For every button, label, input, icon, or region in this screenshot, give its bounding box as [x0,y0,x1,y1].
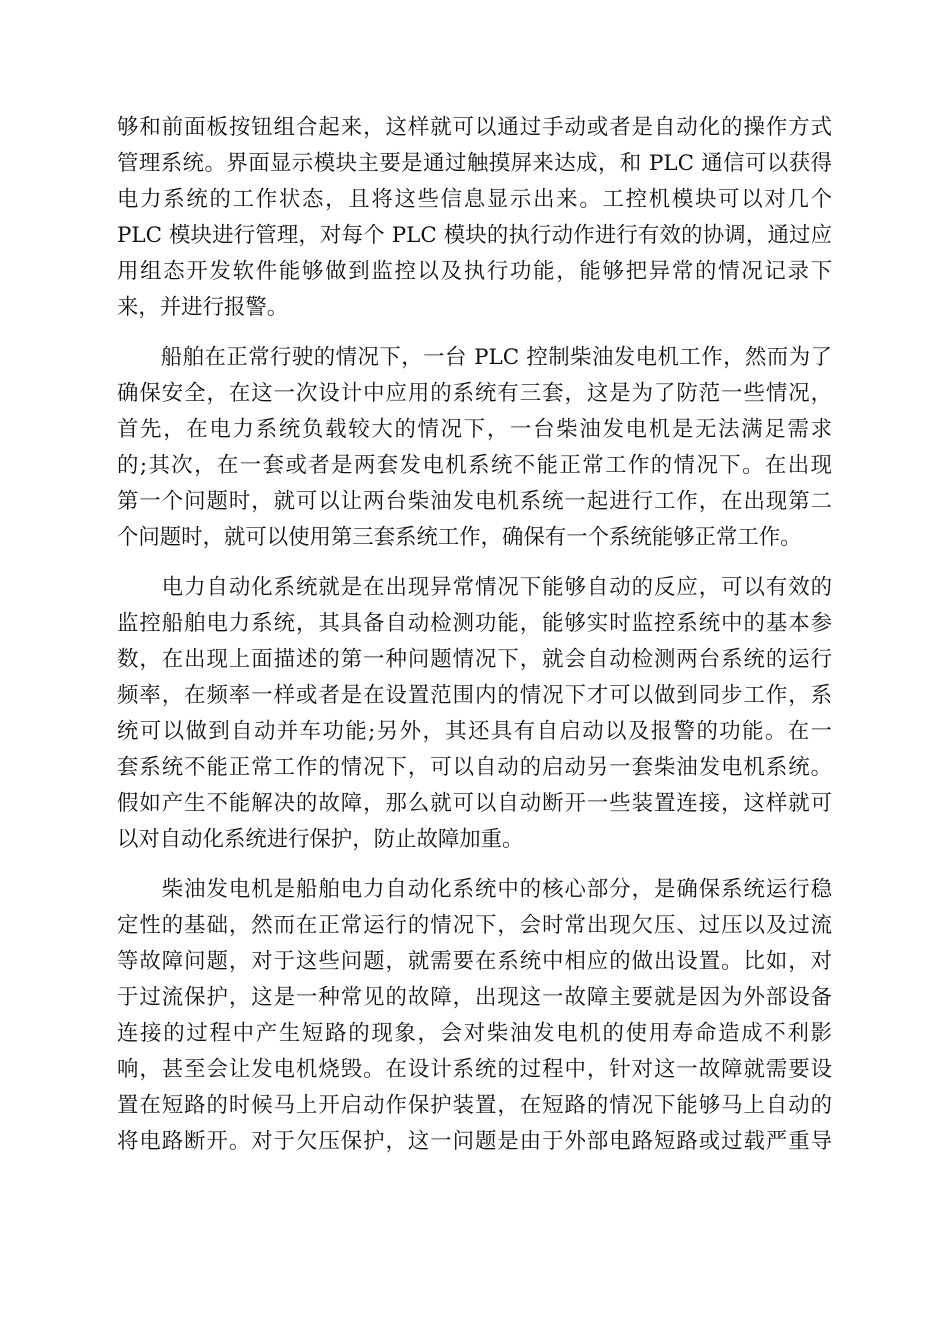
text-line: 柴油发电机是船舶电力自动化系统中的核心部分，是确保系统运行稳 [117,877,832,902]
text-line: 响，甚至会让发电机烧毁。在设计系统的过程中，针对这一故障就需要设 [117,1057,832,1082]
text-line: 首先，在电力系统负载较大的情况下，一台柴油发电机是无法满足需求 [117,417,832,442]
text-line: 统可以做到自动并车功能;另外，其还具有自启动以及报警的功能。在一 [117,719,832,744]
paragraph-2 [117,340,832,556]
text-line: 于过流保护，这是一种常见的故障，出现这一故障主要就是因为外部设备 [117,985,832,1010]
text-line: 电力系统的工作状态，且将这些信息显示出来。工控机模块可以对几个 [117,187,832,212]
text-line: 船舶在正常行驶的情况下，一台 PLC 控制柴油发电机工作，然而为了 [117,345,832,370]
paragraph-1 [117,110,832,326]
text-line: 假如产生不能解决的故障，那么就可以自动断开一些装置连接，这样就可 [117,791,832,816]
text-line: 以对自动化系统进行保护，防止故障加重。 [117,827,524,852]
text-line: 够和前面板按钮组合起来，这样就可以通过手动或者是自动化的操作方式 [117,115,832,140]
text-line: 置在短路的时候马上开启动作保护装置，在短路的情况下能够马上自动的 [117,1093,832,1118]
text-line: 连接的过程中产生短路的现象，会对柴油发电机的使用寿命造成不利影 [117,1021,832,1046]
text-line: 确保安全，在这一次设计中应用的系统有三套，这是为了防范一些情况， [117,381,832,406]
text-line: 来，并进行报警。 [117,295,289,320]
text-line: 套系统不能正常工作的情况下，可以自动的启动另一套柴油发电机系统。 [117,755,832,780]
text-line: 第一个问题时，就可以让两台柴油发电机系统一起进行工作，在出现第二 [117,489,832,514]
text-line: 监控船舶电力系统，其具备自动检测功能，能够实时监控系统中的基本参 [117,611,832,636]
text-line: 的;其次，在一套或者是两套发电机系统不能正常工作的情况下。在出现 [117,453,832,478]
text-line: 电力自动化系统就是在出现异常情况下能够自动的反应，可以有效的 [117,575,832,600]
document-page [117,110,832,1174]
paragraph-4 [117,872,832,1160]
text-line: 数，在出现上面描述的第一种问题情况下，就会自动检测两台系统的运行 [117,647,832,672]
text-line: 用组态开发软件能够做到监控以及执行功能，能够把异常的情况记录下 [117,259,832,284]
paragraph-3 [117,570,832,858]
text-line: 频率，在频率一样或者是在设置范围内的情况下才可以做到同步工作，系 [117,683,832,708]
text-line: 等故障问题，对于这些问题，就需要在系统中相应的做出设置。比如，对 [117,949,832,974]
text-line: 定性的基础，然而在正常运行的情况下，会时常出现欠压、过压以及过流 [117,913,832,938]
text-line: 个问题时，就可以使用第三套系统工作，确保有一个系统能够正常工作。 [117,525,802,550]
text-line: 将电路断开。对于欠压保护，这一问题是由于外部电路短路或过载严重导 [117,1129,832,1154]
text-line: PLC 模块进行管理，对每个 PLC 模块的执行动作进行有效的协调，通过应 [117,223,832,248]
text-line: 管理系统。界面显示模块主要是通过触摸屏来达成，和 PLC 通信可以获得 [117,151,832,176]
